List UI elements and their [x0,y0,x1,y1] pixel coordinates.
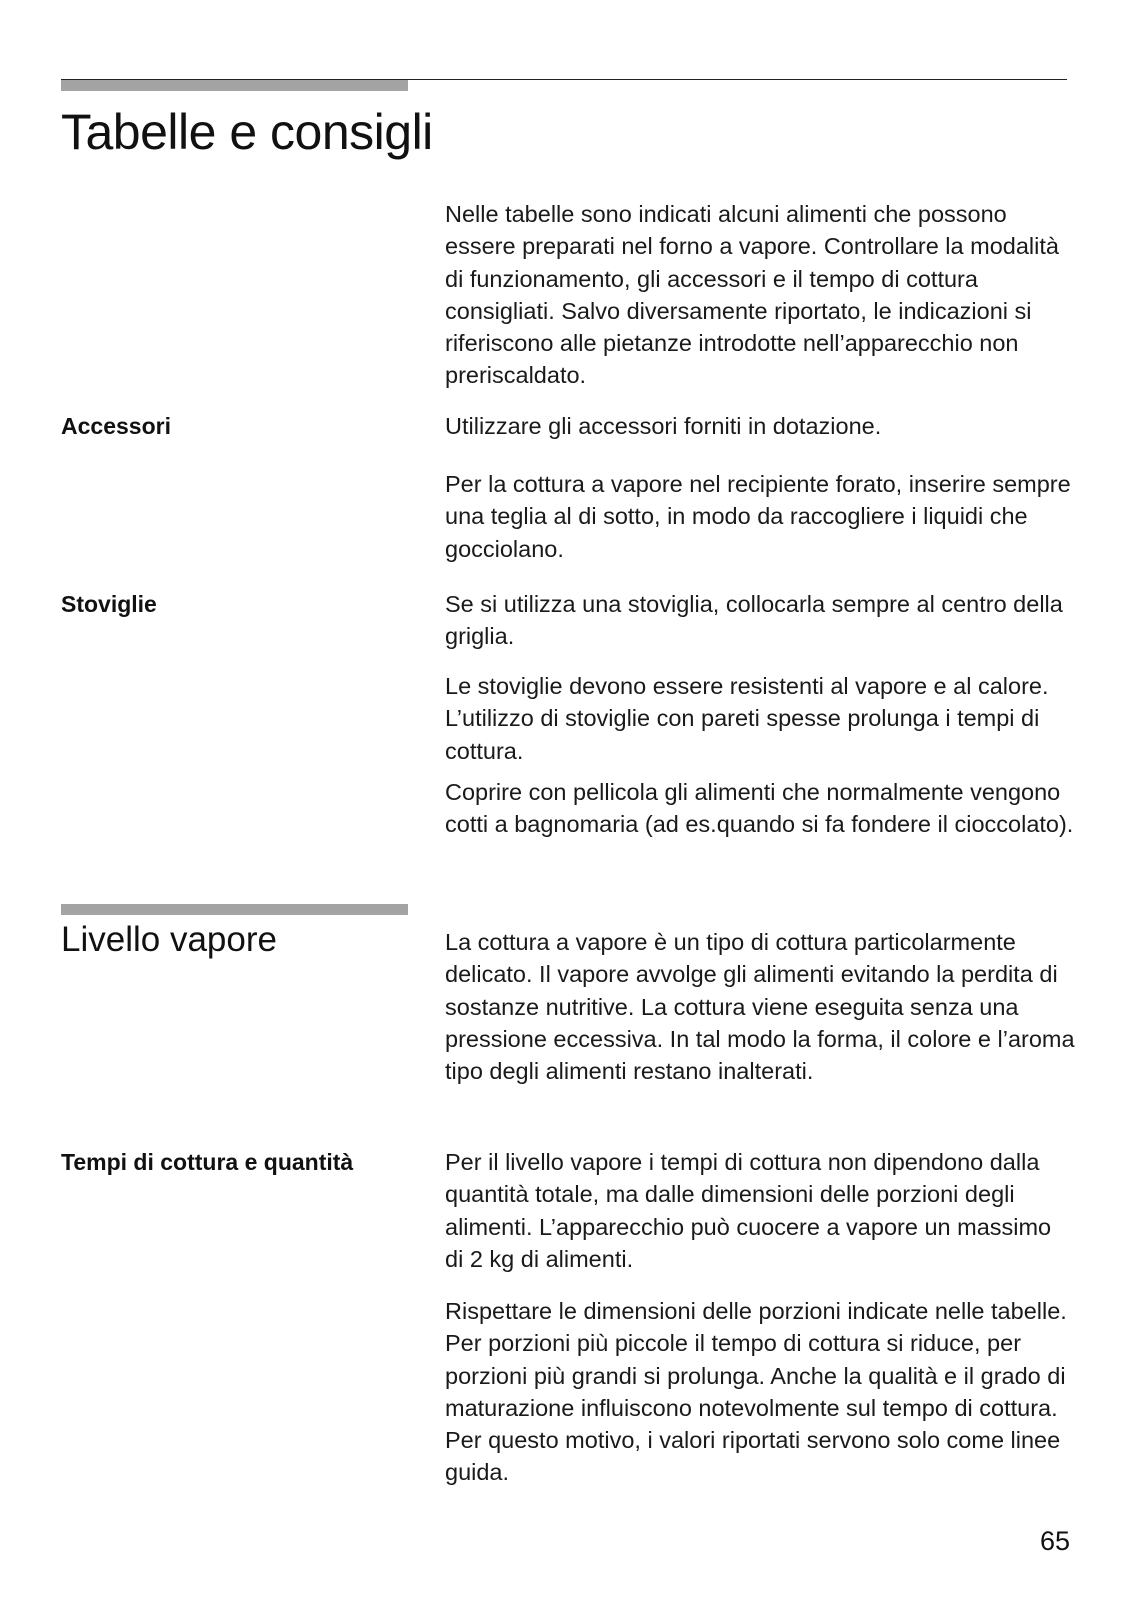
label-stoviglie: Stoviglie [61,591,157,617]
section-heading-livello-vapore: Livello vapore [61,920,277,959]
livello-vapore-paragraph: La cottura a vapore è un tipo di cottura particolarmente delicato. Il vapore avvolge gli alimenti evitando la perdita di sostanze nutritive. La cottura viene eseguita senza una pressione eccessiva. In tal modo la forma, il colore e l’aroma tipo degli alimenti restano inalterati. [445,929,1075,1085]
accessori-paragraph-1: Utilizzare gli accessori forniti in dotazione. [445,413,882,439]
stoviglie-paragraph-1: Se si utilizza una stoviglia, collocarla sempre al centro della griglia. [445,591,1063,650]
tempi-paragraph-2: Rispettare le dimensioni delle porzioni indicate nelle tabelle. Per porzioni più piccole il tempo di cottura si riduce, per porzioni più grandi si prolunga. Anche la qualità e il grado di maturazione influiscono notevolmente sul tempo di cottura. Per questo motivo, i valori riportati servono solo come linee guida. [445,1298,1067,1486]
section-bar-livello [61,904,408,915]
tempi-paragraph-1: Per il livello vapore i tempi di cottura non dipendono dalla quantità totale, ma dalle dimensioni delle porzioni degli alimenti. L’apparecchio può cuocere a vapore un massimo di 2 kg di alimenti. [445,1149,1052,1272]
label-accessori: Accessori [61,413,171,439]
intro-paragraph: Nelle tabelle sono indicati alcuni alimenti che possono essere preparati nel forno a vapore. Controllare la modalità di funzionamento, gli accessori e il tempo di cottura consigliati. Salvo diversamente riportato, le indicazioni si riferiscono alle pietanze introdotte nell’apparecchio non preriscaldato. [445,201,1059,389]
accessori-paragraph-2: Per la cottura a vapore nel recipiente forato, inserire sempre una teglia al di sotto, in modo da raccogliere i liquidi che gocciolano. [445,471,1071,562]
stoviglie-paragraph-3: Coprire con pellicola gli alimenti che normalmente vengono cotti a bagnomaria (ad es.quando si fa fondere il cioccolato). [445,779,1074,838]
page-title: Tabelle e consigli [61,104,433,160]
label-tempi-cottura: Tempi di cottura e quantità [61,1149,354,1175]
stoviglie-paragraph-2: Le stoviglie devono essere resistenti al vapore e al calore. L’utilizzo di stoviglie con pareti spesse prolunga i tempi di cottura. [445,673,1049,764]
section-bar-top [61,80,408,91]
page-number: 65 [1039,1526,1070,1556]
